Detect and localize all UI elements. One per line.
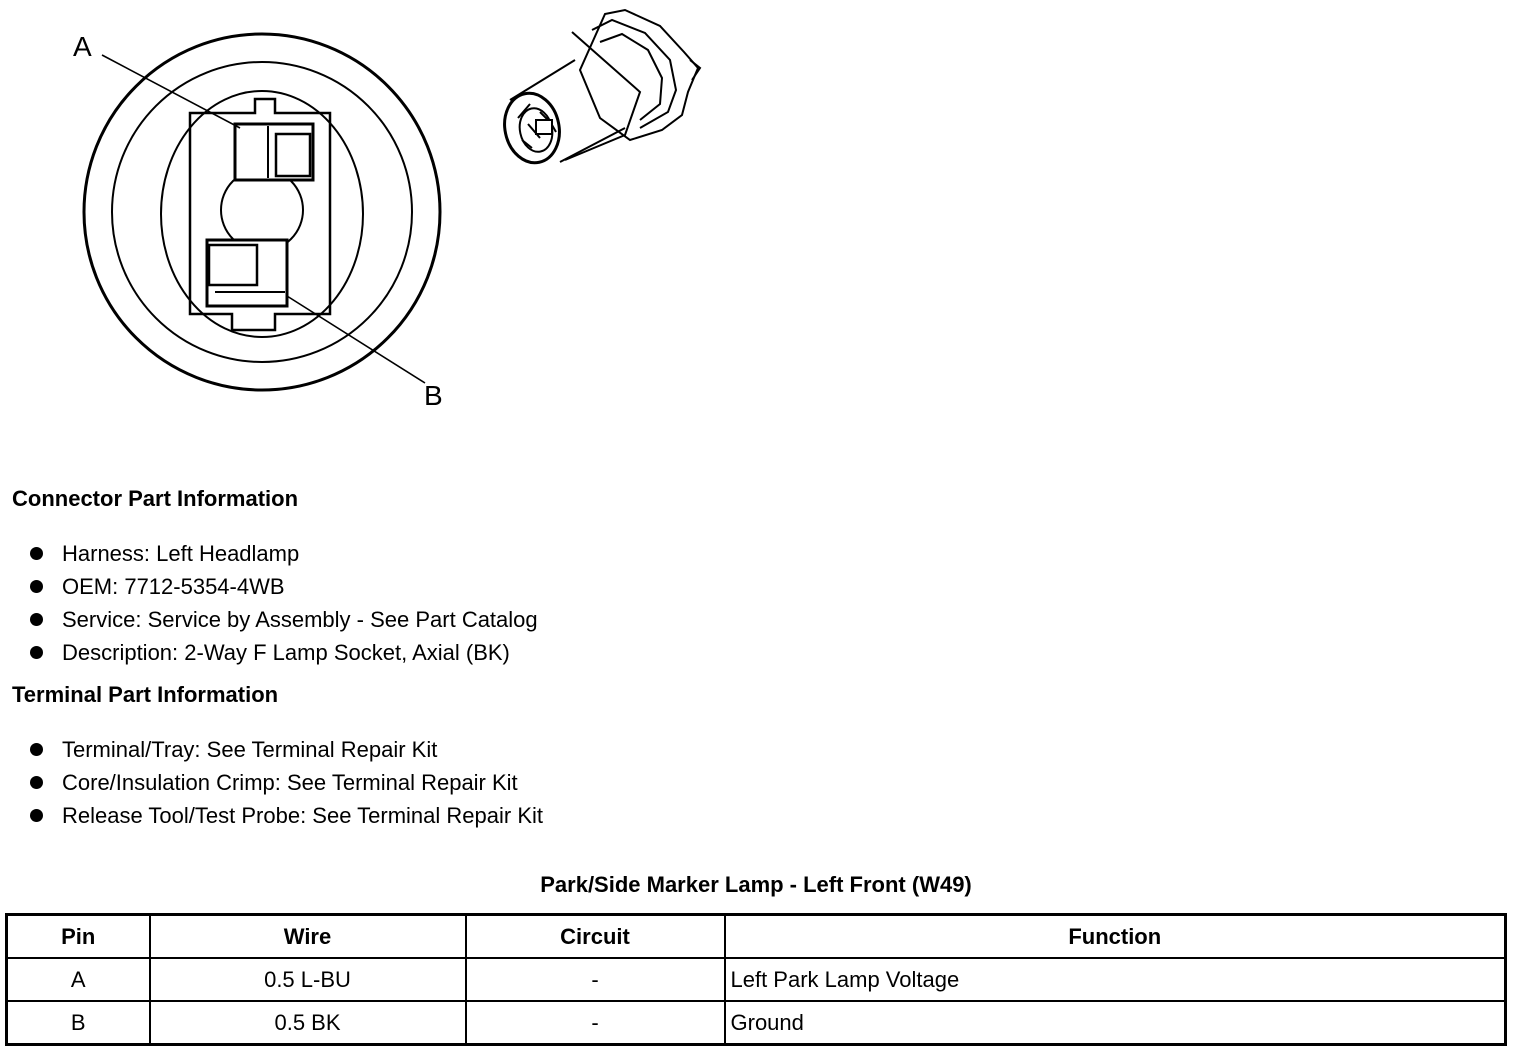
header-pin: Pin [7, 915, 150, 959]
terminal-a-cavity [235, 124, 313, 180]
cell-pin: B [7, 1001, 150, 1045]
header-circuit: Circuit [466, 915, 725, 959]
cell-pin: A [7, 958, 150, 1001]
connector-info-list [30, 537, 538, 669]
connector-service: Service: Service by Assembly - See Part Catalog [62, 607, 538, 632]
leader-line-a [102, 55, 240, 128]
terminal-crimp: Core/Insulation Crimp: See Terminal Repair Kit [62, 770, 518, 795]
terminal-release-tool: Release Tool/Test Probe: See Terminal Repair Kit [62, 803, 543, 828]
terminal-info-list [30, 733, 543, 832]
list-item [30, 636, 538, 669]
connector-description: Description: 2-Way F Lamp Socket, Axial (BK) [62, 640, 510, 665]
list-item [30, 733, 543, 766]
table-title: Park/Side Marker Lamp - Left Front (W49) [540, 872, 972, 897]
list-item [30, 799, 543, 832]
bullet-icon [30, 613, 43, 626]
terminal-section-title: Terminal Part Information [12, 682, 279, 707]
connector-oem: OEM: 7712-5354-4WB [62, 574, 285, 599]
pinout-table [5, 913, 1507, 1046]
cell-circuit: - [466, 1001, 725, 1045]
header-function: Function [725, 915, 1506, 959]
cell-function: Left Park Lamp Voltage [725, 958, 1506, 1001]
list-item [30, 603, 538, 636]
label-a: A [73, 31, 92, 62]
cell-wire: 0.5 BK [150, 1001, 466, 1045]
table-header-row [7, 915, 1506, 959]
list-item [30, 537, 538, 570]
bullet-icon [30, 776, 43, 789]
bullet-icon [30, 580, 43, 593]
terminal-tray: Terminal/Tray: See Terminal Repair Kit [62, 737, 438, 762]
list-item [30, 570, 538, 603]
cell-function: Ground [725, 1001, 1506, 1045]
terminal-b-cavity [207, 240, 287, 306]
bullet-icon [30, 743, 43, 756]
table-row [7, 958, 1506, 1001]
leader-line-b [287, 296, 425, 383]
connector-harness: Harness: Left Headlamp [62, 541, 300, 566]
lamp-socket-illustration [498, 10, 700, 168]
table-row [7, 1001, 1506, 1045]
bullet-icon [30, 547, 43, 560]
cell-wire: 0.5 L-BU [150, 958, 466, 1001]
cell-circuit: - [466, 958, 725, 1001]
bullet-icon [30, 646, 43, 659]
connector-section-title: Connector Part Information [12, 486, 299, 511]
connector-diagram [0, 0, 720, 420]
label-b: B [424, 380, 443, 411]
bullet-icon [30, 809, 43, 822]
header-wire: Wire [150, 915, 466, 959]
list-item [30, 766, 543, 799]
